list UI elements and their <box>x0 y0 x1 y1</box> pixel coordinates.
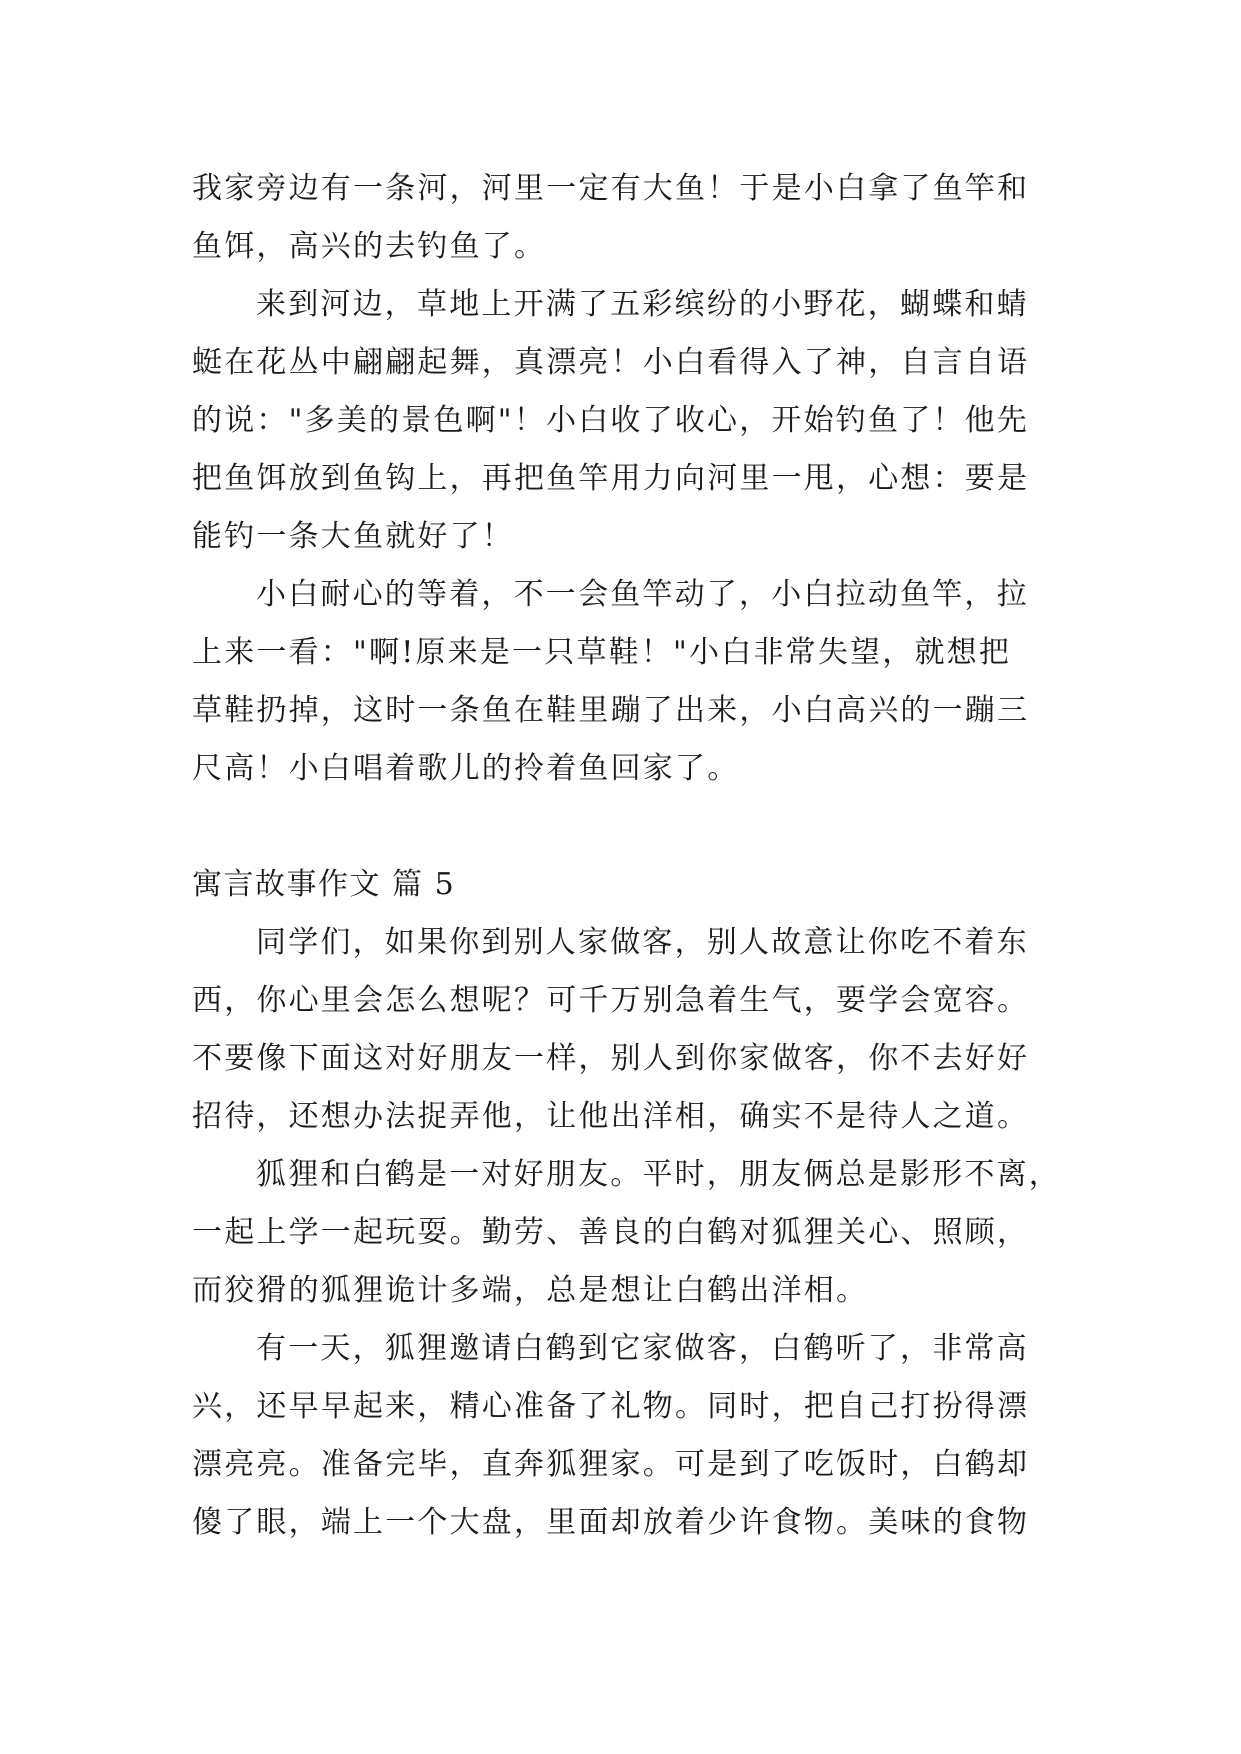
text-line: 有一天，狐狸邀请白鹤到它家做客，白鹤听了，非常高 <box>256 1331 1029 1366</box>
text-line: 傻了眼，端上一个大盘，里面却放着少许食物。美味的食物 <box>192 1505 1030 1540</box>
text-line: 不要像下面这对好朋友一样，别人到你家做客，你不去好好 <box>192 1041 1030 1076</box>
text-line: 尺高！小白唱着歌儿的拎着鱼回家了。 <box>192 751 740 786</box>
paragraph <box>192 566 1062 798</box>
paragraph <box>192 276 1062 566</box>
text-line: 同学们，如果你到别人家做客，别人故意让你吃不着东 <box>256 925 1029 960</box>
text-line: 西，你心里会怎么想呢？可千万别急着生气，要学会宽容。 <box>192 983 1030 1018</box>
text-line: 兴，还早早起来，精心准备了礼物。同时，把自己打扮得漂 <box>192 1389 1030 1424</box>
paragraph <box>192 914 1062 1146</box>
text-line: 的说："多美的景色啊"！小白收了收心，开始钓鱼了！他先 <box>192 403 1029 438</box>
section-gap <box>192 798 1062 856</box>
text-line: 能钓一条大鱼就好了！ <box>192 519 514 554</box>
text-line: 来到河边，草地上开满了五彩缤纷的小野花，蝴蝶和蜻 <box>256 287 1029 322</box>
text-line: 狐狸和白鹤是一对好朋友。平时，朋友俩总是影形不离， <box>256 1157 1061 1192</box>
paragraph <box>192 160 1062 276</box>
text-line: 小白耐心的等着，不一会鱼竿动了，小白拉动鱼竿，拉 <box>256 577 1029 612</box>
text-line: 漂亮亮。准备完毕，直奔狐狸家。可是到了吃饭时，白鹤却 <box>192 1447 1030 1482</box>
text-line: 招待，还想办法捉弄他，让他出洋相，确实不是待人之道。 <box>192 1099 1030 1134</box>
text-line: 一起上学一起玩耍。勤劳、善良的白鹤对狐狸关心、照顾， <box>192 1215 1030 1250</box>
text-line: 草鞋扔掉，这时一条鱼在鞋里蹦了出来，小白高兴的一蹦三 <box>192 693 1030 728</box>
document-body <box>192 160 1062 1552</box>
paragraph <box>192 1320 1062 1552</box>
text-line: 鱼饵，高兴的去钓鱼了。 <box>192 229 547 264</box>
text-line: 而狡猾的狐狸诡计多端，总是想让白鹤出洋相。 <box>192 1273 869 1308</box>
text-line: 上来一看："啊!原来是一只草鞋！"小白非常失望，就想把 <box>192 635 1012 670</box>
text-line: 把鱼饵放到鱼钩上，再把鱼竿用力向河里一甩，心想：要是 <box>192 461 1030 496</box>
text-line: 蜓在花丛中翩翩起舞，真漂亮！小白看得入了神，自言自语 <box>192 345 1030 380</box>
paragraph <box>192 1146 1062 1320</box>
text-line: 我家旁边有一条河，河里一定有大鱼！于是小白拿了鱼竿和 <box>192 171 1030 206</box>
section-title: 寓言故事作文 篇 5 <box>192 867 456 902</box>
